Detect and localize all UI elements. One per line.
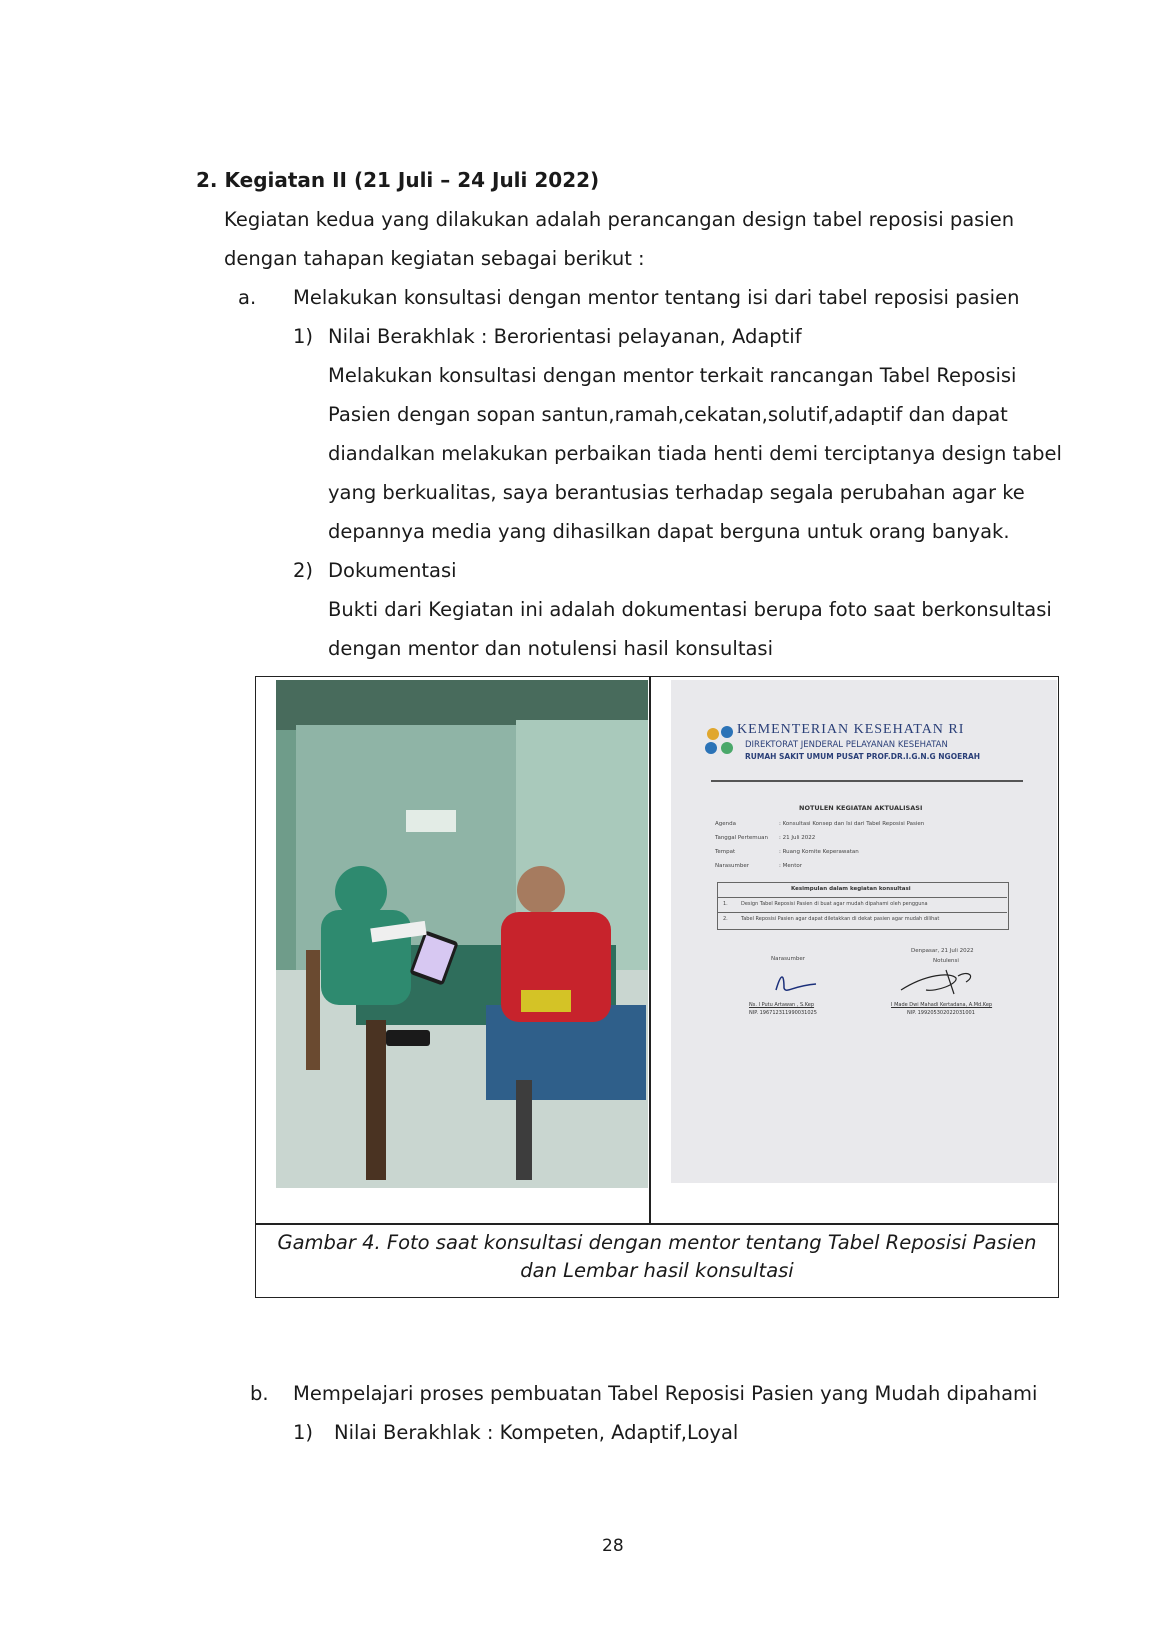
paragraph-line: depannya media yang dihasilkan dapat berguna untuk orang banyak.	[328, 520, 1010, 543]
intro-line: dengan tahapan kegiatan sebagai berikut :	[224, 247, 645, 270]
doc-point-number: 2.	[723, 916, 728, 922]
left-signature-icon	[766, 968, 826, 998]
doc-point-number: 1.	[723, 901, 728, 907]
doc-left-name: Ns. I Putu Artawan , S.Kep	[749, 1002, 815, 1008]
sub-item-b1: Nilai Berakhlak : Kompeten, Adaptif,Loyal	[334, 1421, 739, 1444]
doc-place-date: Denpasar, 21 Juli 2022	[911, 948, 974, 954]
paragraph-line: Bukti dari Kegiatan ini adalah dokumentasi berupa foto saat berkonsultasi	[328, 598, 1052, 621]
doc-row-key: Tanggal Pertemuan	[715, 835, 768, 841]
paragraph-line: Pasien dengan sopan santun,ramah,cekatan,solutif,adaptif dan dapat	[328, 403, 1008, 426]
figure-table	[255, 676, 1059, 1298]
doc-table-rule	[717, 912, 1007, 913]
doc-row-value: : 21 Juli 2022	[779, 835, 816, 841]
consultation-photo	[276, 680, 648, 1188]
list-marker-a: a.	[238, 286, 257, 309]
doc-table-rule	[717, 897, 1007, 898]
paragraph-line: Melakukan konsultasi dengan mentor terkait rancangan Tabel Reposisi	[328, 364, 1017, 387]
sub-marker-1: 1)	[293, 325, 314, 348]
figure-caption	[256, 1229, 1058, 1285]
doc-right-nip: NIP. 199205302022031001	[907, 1010, 975, 1016]
sub-item-2: Dokumentasi	[328, 559, 457, 582]
doc-left-role: Narasumber	[771, 956, 805, 962]
doc-point-text: Tabel Reposisi Pasien agar dapat diletakkan di dekat pasien agar mudah dilihat	[741, 916, 940, 922]
sub-item-1: Nilai Berakhlak : Berorientasi pelayanan, Adaptif	[328, 325, 802, 348]
doc-row-value: : Mentor	[779, 863, 802, 869]
doc-row-value: : Konsultasi Konsep dan Isi dari Tabel Reposisi Pasien	[779, 821, 925, 827]
doc-row-key: Narasumber	[715, 863, 749, 869]
doc-row-value: : Ruang Komite Keperawatan	[779, 849, 859, 855]
doc-point-text: Design Tabel Reposisi Pasien di buat agar mudah dipahami oleh pengguna	[741, 901, 928, 907]
ministry-logo-icon	[701, 722, 741, 762]
sub-marker-b1: 1)	[293, 1421, 314, 1444]
doc-hospital: RUMAH SAKIT UMUM PUSAT PROF.DR.I.G.N.G NGOERAH	[745, 752, 981, 761]
doc-ministry: KEMENTERIAN KESEHATAN RI	[737, 722, 965, 737]
paragraph-line: yang berkualitas, saya berantusias terhadap segala perubahan agar ke	[328, 481, 1025, 504]
doc-row-key: Agenda	[715, 821, 736, 827]
doc-letterhead-rule	[711, 780, 1023, 782]
doc-directorate: DIREKTORAT JENDERAL PELAYANAN KESEHATAN	[745, 740, 948, 750]
caption-line: dan Lembar hasil konsultasi	[520, 1259, 794, 1282]
caption-line: Gambar 4. Foto saat konsultasi dengan mentor tentang Tabel Reposisi Pasien	[277, 1231, 1037, 1254]
paragraph-line: dengan mentor dan notulensi hasil konsultasi	[328, 637, 773, 660]
consultation-photo-illustration	[276, 680, 648, 1188]
sub-marker-2: 2)	[293, 559, 314, 582]
doc-table-title: Kesimpulan dalam kegiatan konsultasi	[791, 886, 911, 892]
list-item-a: Melakukan konsultasi dengan mentor tentang isi dari tabel reposisi pasien	[293, 286, 1020, 309]
doc-row-key: Tempat	[715, 849, 736, 855]
figure-divider-vertical	[649, 677, 651, 1223]
right-signature-icon	[896, 966, 986, 1000]
list-marker-b: b.	[250, 1382, 269, 1405]
minutes-document-scan	[671, 680, 1057, 1183]
section-heading: 2. Kegiatan II (21 Juli – 24 Juli 2022)	[196, 168, 600, 192]
intro-line: Kegiatan kedua yang dilakukan adalah perancangan design tabel reposisi pasien	[224, 208, 1015, 231]
list-item-b: Mempelajari proses pembuatan Tabel Reposisi Pasien yang Mudah dipahami	[293, 1382, 1038, 1405]
doc-right-name: I Made Dwi Mahadi Kertadana, A.Md.Kep	[891, 1002, 993, 1008]
paragraph-line: diandalkan melakukan perbaikan tiada henti demi terciptanya design tabel	[328, 442, 1062, 465]
figure-divider-horizontal	[256, 1223, 1058, 1225]
doc-title: NOTULEN KEGIATAN AKTUALISASI	[799, 804, 923, 812]
doc-left-nip: NIP. 196712311990031025	[749, 1010, 817, 1016]
doc-right-role: Notulensi	[933, 958, 959, 964]
page-number: 28	[602, 1536, 624, 1556]
